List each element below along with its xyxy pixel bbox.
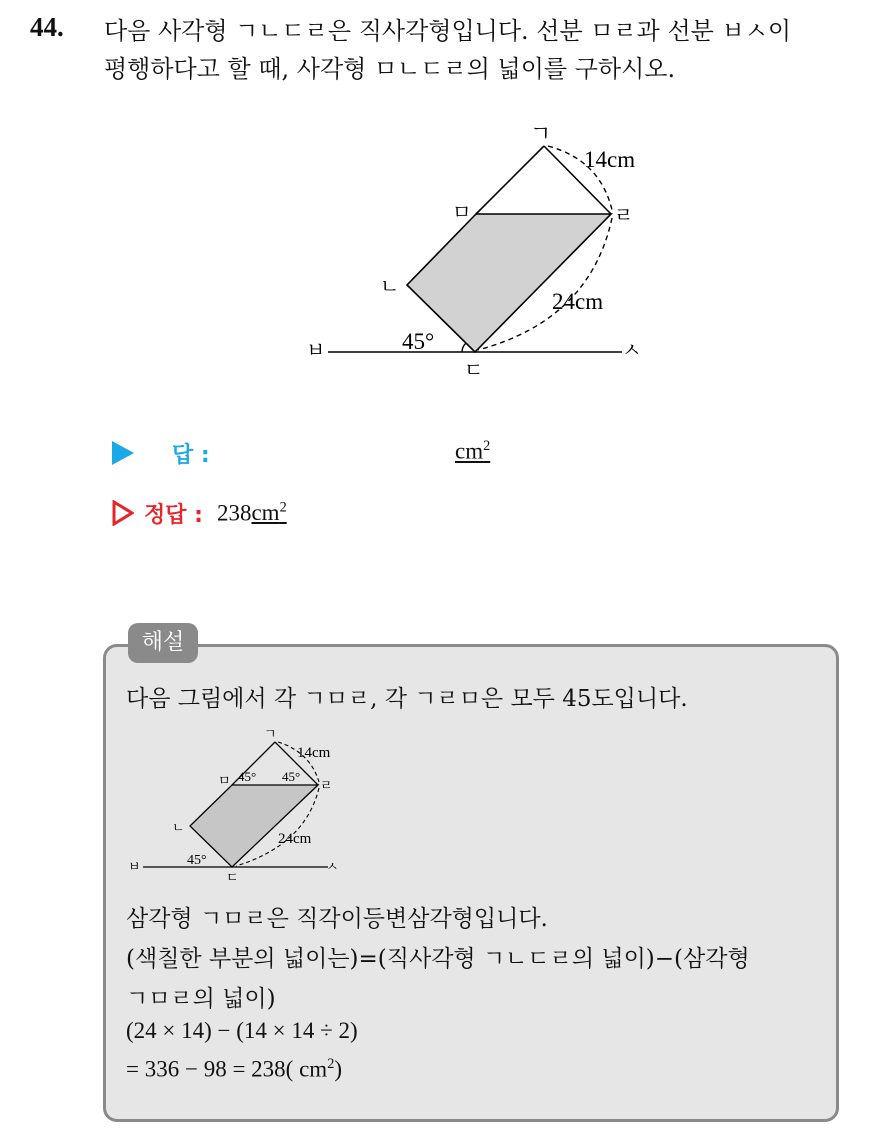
outline-triangle-icon	[112, 500, 134, 526]
correct-value	[217, 500, 287, 527]
explanation-line-4: ㄱㅁㄹ의 넓이)	[126, 986, 276, 1012]
question-text	[104, 12, 874, 88]
explanation-figure	[124, 728, 354, 883]
play-triangle-icon	[112, 441, 134, 465]
small-label-r: ㄹ	[320, 779, 333, 794]
explanation-line-2: 삼각형 ㄱㅁㄹ은 직각이등변삼각형입니다.	[126, 906, 548, 932]
explanation-close-paren: )	[334, 1056, 342, 1082]
main-figure	[290, 112, 690, 382]
small-label-n: ㄴ	[172, 821, 185, 836]
explanation-line-5: (24 × 14) − (14 × 14 ÷ 2)	[126, 1018, 358, 1043]
label-m: ㅁ	[452, 200, 472, 224]
explanation-line-3: (색칠한 부분의 넓이는)=(직사각형 ㄱㄴㄷㄹ의 넓이)−(삼각형	[126, 946, 750, 972]
small-label-len-short: 14cm	[297, 745, 331, 761]
correct-label: 정답 :	[144, 502, 203, 528]
small-label-g: ㄱ	[264, 728, 277, 742]
small-label-d: ㄷ	[226, 871, 239, 883]
answer-unit	[455, 438, 490, 465]
small-label-b: ㅂ	[128, 860, 141, 875]
shaded-quadrilateral	[407, 214, 611, 352]
label-g: ㄱ	[530, 122, 552, 147]
question-line-1: 다음 사각형 ㄱㄴㄷㄹ은 직사각형입니다. 선분 ㅁㄹ과 선분 ㅂㅅ이	[104, 17, 791, 45]
small-label-angle-r: 45°	[282, 769, 301, 784]
explanation-unit-base: cm	[293, 1056, 328, 1082]
answer-row	[112, 436, 210, 470]
correct-number: 238	[216, 500, 252, 526]
small-label-len-long: 24cm	[278, 831, 312, 847]
correct-row	[112, 496, 287, 530]
question-line-2: 평행하다고 할 때, 사각형 ㅁㄴㄷㄹ의 넓이를 구하시오.	[104, 55, 676, 83]
explanation-line-6	[126, 1056, 342, 1083]
angle-arc	[462, 343, 466, 352]
small-label-m: ㅁ	[218, 774, 231, 789]
label-r: ㄹ	[614, 203, 634, 227]
answer-unit-exp: 2	[483, 438, 491, 454]
label-s: ㅅ	[622, 338, 642, 362]
label-angle: 45°	[402, 329, 435, 354]
segment-g-m	[476, 146, 544, 214]
label-len-short: 14cm	[584, 147, 636, 172]
correct-unit: $cm^2$	[251, 499, 287, 526]
small-label-angle-bottom: 45°	[187, 853, 207, 868]
answer-label: 답 :	[172, 442, 210, 468]
explanation-tab: 해설	[128, 623, 198, 663]
label-d: ㄷ	[464, 358, 484, 382]
explanation-box	[103, 644, 839, 1122]
label-len-long: 24cm	[552, 289, 604, 314]
small-label-angle-m: 45°	[238, 769, 257, 784]
small-label-s: ㅅ	[326, 860, 339, 875]
small-shaded-quadrilateral	[190, 785, 318, 867]
explanation-line-1: 다음 그림에서 각 ㄱㅁㄹ, 각 ㄱㄹㅁ은 모두 45도입니다.	[126, 686, 688, 712]
problem-number: 44.	[30, 12, 64, 42]
explanation-unit-exp: 2	[327, 1056, 335, 1072]
label-n: ㄴ	[380, 274, 400, 298]
label-b: ㅂ	[306, 338, 326, 362]
explanation-result: = 336 − 98 = 238(	[126, 1056, 294, 1082]
answer-unit-base: cm	[455, 438, 484, 464]
